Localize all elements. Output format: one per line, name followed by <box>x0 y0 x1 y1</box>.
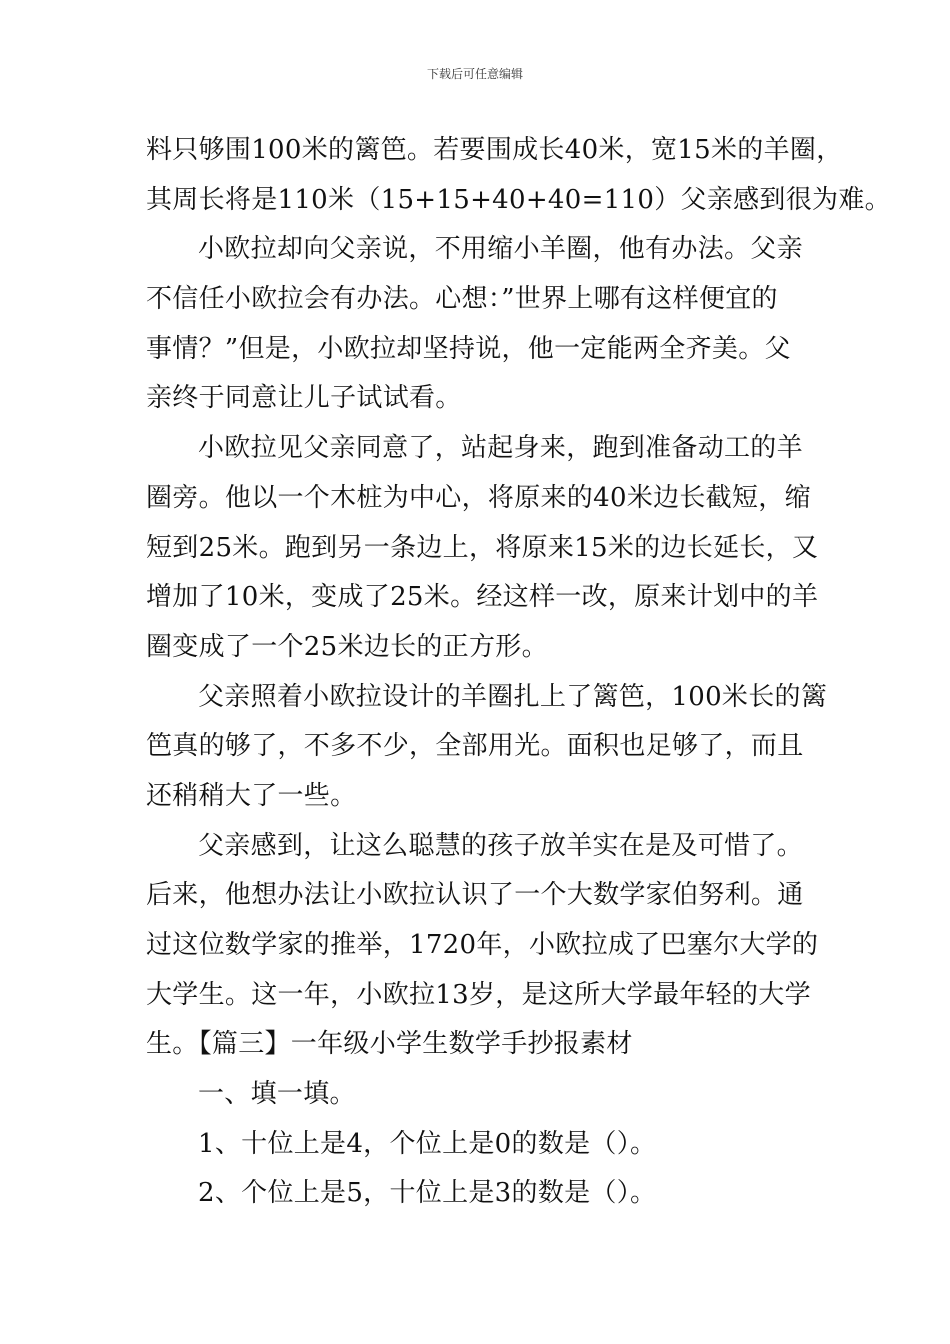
text-line: 短到25米。跑到另一条边上，将原来15米的边长延长，又 <box>146 532 819 563</box>
page-header: 下载后可任意编辑 <box>426 67 523 81</box>
text-line: 增加了10米，变成了25米。经这样一改，原来计划中的羊 <box>146 582 819 613</box>
text-line: 事情？”但是，小欧拉却坚持说，他一定能两全齐美。父 <box>146 333 791 364</box>
text-line: 1、十位上是4，个位上是0的数是（）。 <box>198 1128 657 1159</box>
text-line: 父亲照着小欧拉设计的羊圈扎上了篱笆，100米长的篱 <box>198 681 828 712</box>
text-line: 过这位数学家的推举，1720年，小欧拉成了巴塞尔大学的 <box>146 930 819 960</box>
text-line: 大学生。这一年，小欧拉13岁，是这所大学最年轻的大学 <box>146 979 811 1010</box>
text-line: 2、个位上是5，十位上是3的数是（）。 <box>198 1178 657 1209</box>
text-line: 其周长将是110米（15+15+40+40=110）父亲感到很为难。 <box>146 184 891 215</box>
text-line: 小欧拉却向父亲说，不用缩小羊圈，他有办法。父亲 <box>198 234 803 265</box>
text-line: 料只够围100米的篱笆。若要围成长40米，宽15米的羊圈， <box>146 135 843 165</box>
document-body <box>146 126 891 1219</box>
text-line: 还稍稍大了一些。 <box>146 780 357 811</box>
text-line: 生。【篇三】一年级小学生数学手抄报素材 <box>146 1029 633 1060</box>
text-line: 笆真的够了，不多不少，全部用光。面积也足够了，而且 <box>146 731 804 762</box>
text-line: 一、填一填。 <box>198 1079 356 1110</box>
text-line: 不信任小欧拉会有办法。心想：”世界上哪有这样便宜的 <box>146 284 778 315</box>
text-line: 后来，他想办法让小欧拉认识了一个大数学家伯努利。通 <box>146 880 804 911</box>
text-line: 父亲感到，让这么聪慧的孩子放羊实在是及可惜了。 <box>198 830 803 861</box>
text-line: 圈旁。他以一个木桩为中心，将原来的40米边长截短，缩 <box>146 482 811 513</box>
text-line: 亲终于同意让儿子试试看。 <box>146 383 462 414</box>
text-line: 圈变成了一个25米边长的正方形。 <box>146 631 548 662</box>
text-line: 小欧拉见父亲同意了，站起身来，跑到准备动工的羊 <box>198 433 803 464</box>
